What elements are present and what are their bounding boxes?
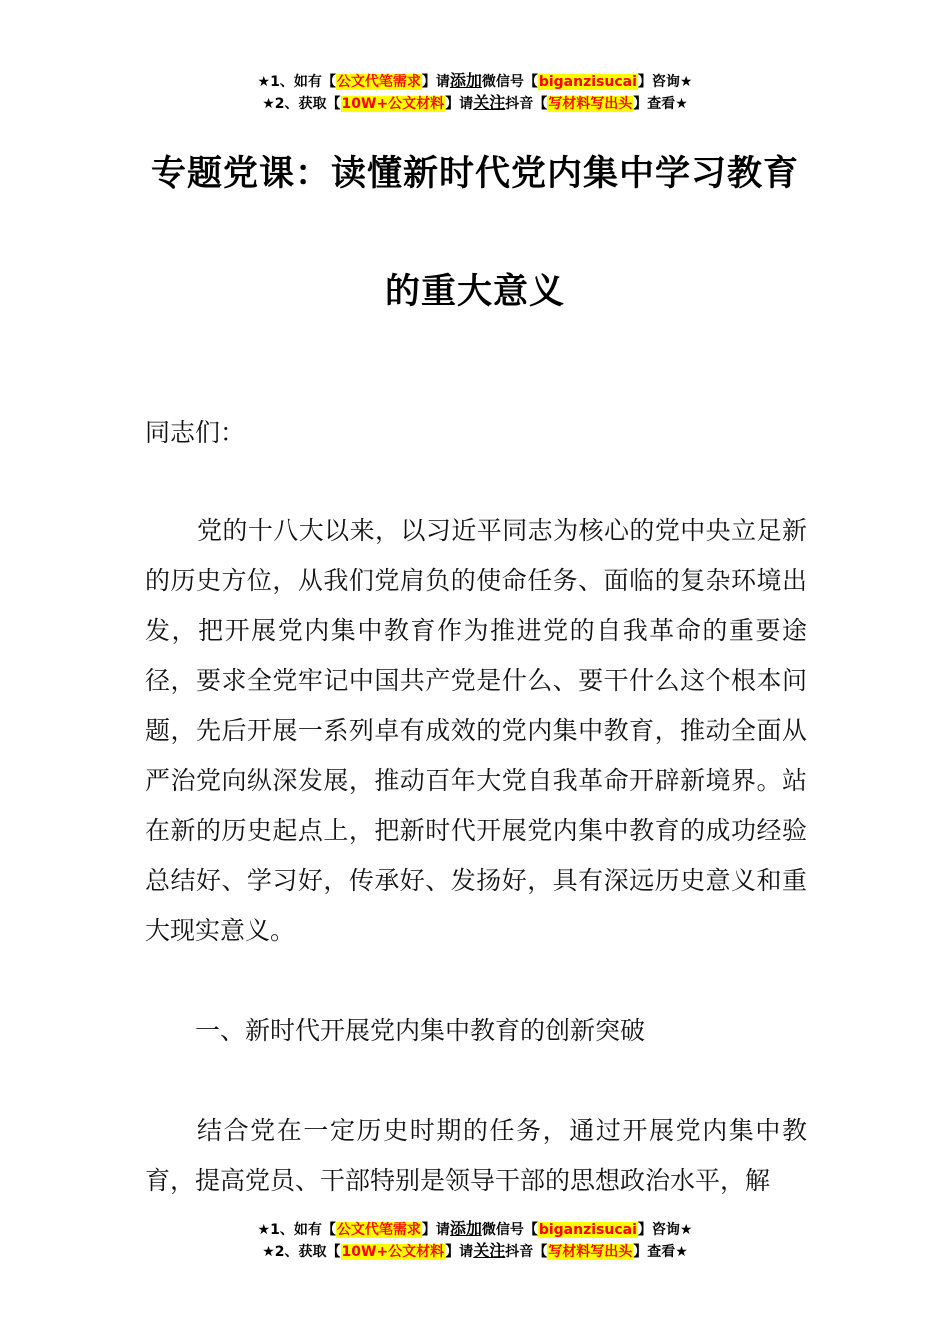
banner-highlight-wechat: biganzisucai — [538, 1222, 637, 1238]
banner-text: 微信号【 — [481, 74, 538, 90]
banner-text: 】请 — [445, 96, 474, 112]
banner-emphasis: 添加 — [449, 1219, 482, 1238]
document-title-line-1: 专题党课：读懂新时代党内集中学习教育 — [150, 154, 799, 194]
banner-text: 】咨询★ — [637, 1222, 693, 1238]
banner-emphasis: 关注 — [473, 1241, 506, 1260]
banner-text: 】请 — [421, 1222, 450, 1238]
banner-highlight-douyin: 写材料写出头 — [548, 96, 633, 112]
banner-text: 】查看★ — [633, 1244, 688, 1260]
top-banner — [0, 70, 950, 114]
banner-text: 抖音【 — [505, 96, 548, 112]
banner-text: ★1、如有【 — [257, 1222, 336, 1238]
section-heading-1: 一、新时代开展党内集中教育的创新突破 — [195, 1016, 646, 1045]
banner-text: 微信号【 — [481, 1222, 538, 1238]
banner-highlight-service: 公文代笔需求 — [336, 74, 421, 90]
banner-line-2 — [0, 1240, 950, 1262]
banner-emphasis: 关注 — [473, 93, 506, 112]
banner-text: 】请 — [421, 74, 450, 90]
banner-text: ★2、获取【 — [262, 1244, 341, 1260]
banner-highlight-materials: 10W+公文材料 — [341, 96, 445, 112]
banner-highlight-douyin: 写材料写出头 — [548, 1244, 633, 1260]
banner-text: 】请 — [445, 1244, 474, 1260]
banner-line-1 — [0, 70, 950, 92]
banner-text: 抖音【 — [505, 1244, 548, 1260]
banner-line-2 — [0, 92, 950, 114]
body-paragraph-2: 结合党在一定历史时期的任务，通过开展党内集中教育，提高党员、干部特别是领导干部的思想政治水平，解 — [145, 1116, 807, 1195]
document-title-line-2: 的重大意义 — [384, 272, 565, 312]
banner-text: 】查看★ — [633, 96, 688, 112]
salutation: 同志们： — [145, 418, 246, 447]
banner-line-1 — [0, 1218, 950, 1240]
banner-highlight-wechat: biganzisucai — [538, 74, 637, 90]
banner-highlight-materials: 10W+公文材料 — [341, 1244, 445, 1260]
banner-highlight-service: 公文代笔需求 — [336, 1222, 421, 1238]
banner-emphasis: 添加 — [449, 71, 482, 90]
body-paragraph-1: 党的十八大以来，以习近平同志为核心的党中央立足新的历史方位，从我们党肩负的使命任务、面临的复杂环境出发，把开展党内集中教育作为推进党的自我革命的重要途径，要求全党牢记中国共产党是什么、要干什么这个根本问题，先后开展一系列卓有成效的党内集中教育，推动全面从严治党向纵深发展，推动百年大党自我革命开辟新境界。站在新的历史起点上，把新时代开展党内集中教育的成功经验总结好、学习好，传承好、发扬好，具有深远历史意义和重大现实意义。 — [145, 516, 807, 945]
banner-text: 】咨询★ — [637, 74, 693, 90]
banner-text: ★2、获取【 — [262, 96, 341, 112]
banner-text: ★1、如有【 — [257, 74, 336, 90]
bottom-banner — [0, 1218, 950, 1262]
